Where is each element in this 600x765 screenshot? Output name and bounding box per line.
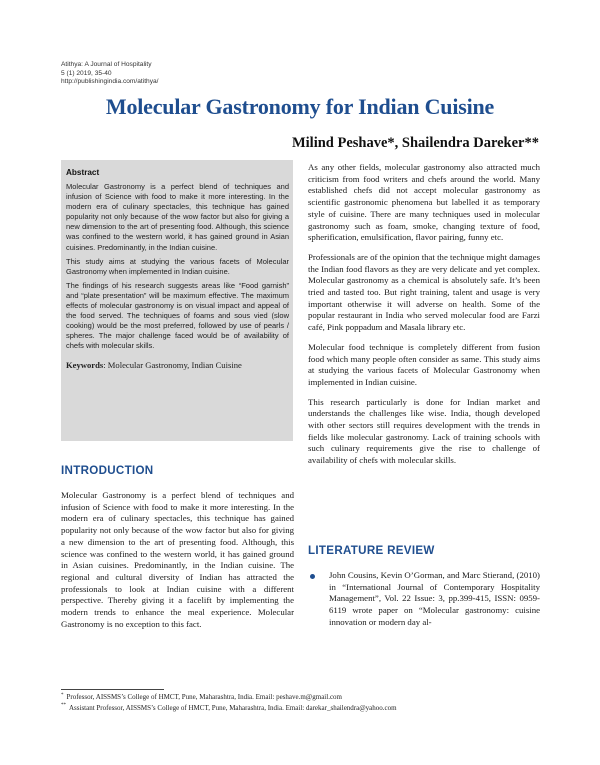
footnote-divider — [61, 689, 164, 690]
literature-review-heading: LITERATURE REVIEW — [308, 544, 435, 557]
abstract-box — [61, 160, 293, 441]
journal-issue: 5 (1) 2019, 35-40 — [61, 69, 112, 77]
journal-url[interactable]: http://publishingindia.com/atithya/ — [61, 78, 159, 86]
abstract-paragraph: This study aims at studying the various facets of Molecular Gastronomy when implemented in Indian cuisine. — [66, 256, 289, 276]
abstract-paragraph: The findings of his research suggests areas like “Food garnish” and “plate presentation” will be maximum effective. The maximum effects of molecular gastronomy is on visual impact and appeal of the food served. The techniques of foams and sous vied (slow cooking) would be the most preferred, followed by use of pearls / spheres. The major challenge faced would be of availability of chefs with molecular skills. — [66, 280, 289, 351]
body-paragraph: Molecular food technique is completely different from fusion food which many people often consider as same. This study aims at studying the various facets of Molecular Gastronomy when implemented in Indian cuisine. — [308, 341, 540, 387]
footnote-text: Professor, AISSMS’s College of HMCT, Pune, Maharashtra, India. Email: peshave.m@gmail.com — [66, 693, 342, 701]
body-paragraph: Professionals are of the opinion that the technique might damages the Indian food flavors as they are very delicate and yet complex. Molecular gastronomy as a chemical is absolutely safe. It’s been tried and tasted too. But right training, talent and usage is very important otherwise it will adverse on health. Some of the popular restaurant in India who served molecular food are Farzi café, Pink poppadum and Masala library etc. — [308, 251, 540, 333]
introduction-text — [61, 490, 294, 638]
journal-name: Atithya: A Journal of Hospitality — [61, 61, 152, 68]
body-paragraph: As any other fields, molecular gastronomy also attracted much criticism from food writers and chefs around the world. Many established chefs did not accept molecular gastronomy as scientific gastronomic phenomena but labelled it as temporary style of cuisine. There are many techniques used in molecular gastronomy such as foam, smoke, changing texture of food, spherification, emulsification, flavor pairing, funny etc. — [308, 162, 540, 243]
footnote-2 — [61, 703, 541, 714]
introduction-heading: INTRODUCTION — [61, 464, 154, 477]
keywords-list: : Molecular Gastronomy, Indian Cuisine — [103, 359, 242, 370]
journal-header — [61, 61, 159, 87]
introduction-paragraph: Molecular Gastronomy is a perfect blend of techniques and infusion of Science with food to make it more interesting. In the modern era of culinary spectacles, this technique has gained popularity not only because of the wow factor but also for giving a new dimension to the art of presenting food. Although, this science was confined to the western world, it has gained ground in Asian cuisines. Predominantly, in the Indian cuisine. The regional and cultural diversity of Indian has attracted the professionals to look at Indian cuisine with a different perspective. Thereby giving it a facelift by implementing the modern trends to enhance the meal experience. Molecular Gastronomy is no exception to this fact. — [61, 490, 294, 629]
bullet-icon — [310, 574, 315, 579]
article-title: Molecular Gastronomy for Indian Cuisine — [105, 94, 495, 119]
abstract-body — [66, 182, 289, 374]
footnote-1 — [61, 692, 541, 703]
article-authors: Milind Peshave*, Shailendra Dareker** — [291, 135, 539, 151]
footnotes — [61, 692, 541, 713]
body-paragraph: This research particularly is done for Indian market and understands the challenges like wise. India, though developed with other sectors still requires development with the trends in fields like molecular gastronomy. Lack of training schools with such culinary requirements give the rise to challenge of availability of chefs with molecular skills. — [308, 396, 540, 466]
footnote-text: Assistant Professor, AISSMS’s College of HMCT, Pune, Maharashtra, India. Email: darekar_shailendra@yahoo.com — [69, 703, 397, 712]
literature-review-item — [308, 570, 540, 629]
keywords-label: Keywords — [66, 359, 104, 370]
abstract-heading: Abstract — [66, 168, 100, 177]
right-column — [308, 162, 540, 475]
literature-review-text: John Cousins, Kevin O’Gorman, and Marc Stierand, (2010) in “International Journal of Contemporary Hospitality Management”, Vol. 22 Issue: 3, pp.399-415, ISSN: 0959-6119 wrote paper on “Molecular gastronomy: cuisine innovation or modern day al- — [329, 570, 540, 627]
footnote-mark: ** — [61, 703, 66, 709]
abstract-paragraph: Molecular Gastronomy is a perfect blend of techniques and infusion of Science with food to make it more interesting. In the modern era of culinary spectacles, this technique has gained popularity not only because of the wow factor but also for giving a new dimension to the art of presenting food. Although, this science was confined to the western world, it has gained ground in Asian cuisines. Predominantly, in the Indian cuisine. — [66, 182, 289, 252]
footnote-mark: * — [61, 692, 64, 698]
keywords — [66, 360, 289, 370]
